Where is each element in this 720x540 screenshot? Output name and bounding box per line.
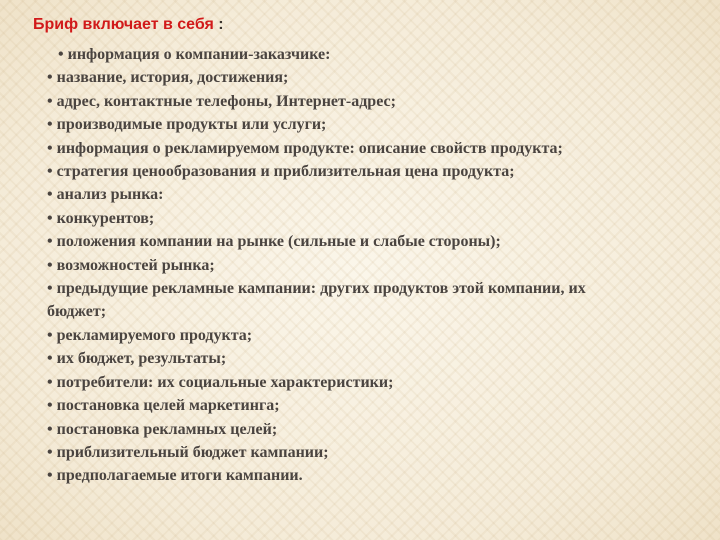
list-item: • предыдущие рекламные кампании: других продуктов этой компании, их бюджет;	[47, 280, 586, 321]
list-item: • стратегия ценообразования и приблизительная цена продукта;	[47, 163, 515, 181]
list-item: • производимые продукты или услуги;	[47, 116, 327, 134]
brief-items-list	[47, 43, 712, 488]
heading-colon: :	[213, 16, 224, 33]
list-item: • предполагаемые итоги кампании.	[47, 467, 303, 485]
list-item: • название, история, достижения;	[47, 69, 289, 87]
list-item: • анализ рынка:	[47, 186, 164, 204]
list-item: • конкурентов;	[47, 209, 155, 227]
list-item: • адрес, контактные телефоны, Интернет-адрес;	[47, 92, 396, 110]
slide-heading	[33, 14, 224, 36]
list-item: • положения компании на рынке (сильные и слабые стороны);	[47, 233, 501, 251]
list-item: • возможностей рынка;	[47, 256, 215, 274]
list-item: • информация о рекламируемом продукте: описание свойств продукта;	[47, 139, 563, 157]
list-item: • постановка рекламных целей;	[47, 420, 278, 438]
list-item: • приблизительный бюджет кампании;	[47, 443, 329, 461]
list-item: • информация о компании-заказчике:	[58, 46, 331, 63]
list-item: • рекламируемого продукта;	[47, 326, 253, 344]
list-item: • постановка целей маркетинга;	[47, 397, 280, 415]
heading-highlight: Бриф включает в себя	[33, 16, 214, 33]
list-item: • потребители: их социальные характеристики;	[47, 373, 394, 391]
list-item: • их бюджет, результаты;	[47, 350, 227, 368]
